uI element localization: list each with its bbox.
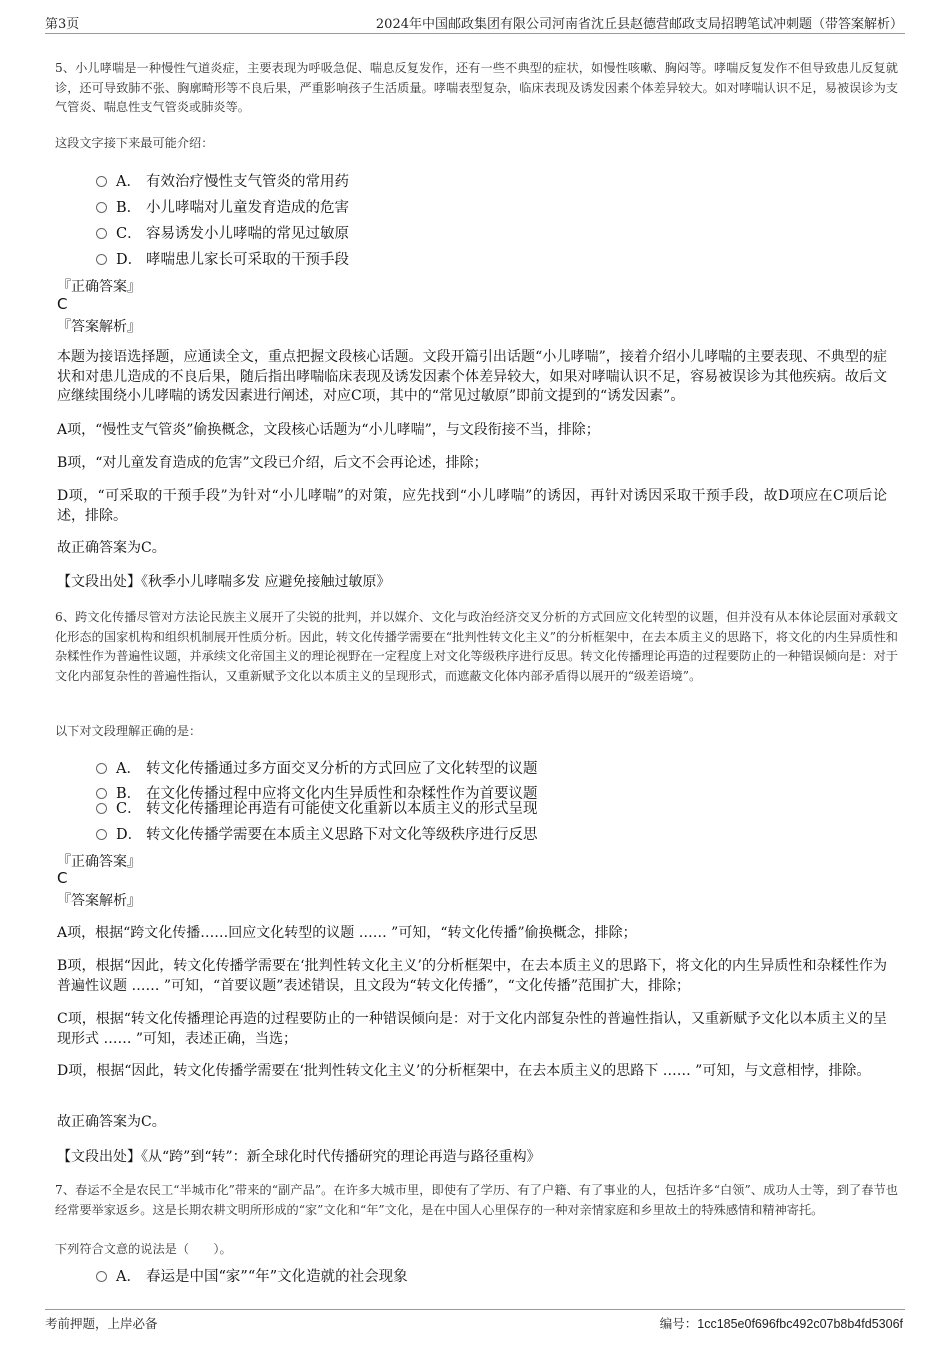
q6-conclusion: 故正确答案为C。 — [57, 1114, 166, 1130]
radio-icon[interactable] — [96, 763, 107, 774]
q5-answer: C — [57, 295, 68, 313]
q6-analysis-para: C项，根据“转文化传播理论再造的过程要防止的一种错误倾向是：对于文化内部复杂性的普遍性指认，又重新赋予文化以本质主义的呈现形式 …… ”可知，表述正确，当选； — [57, 1011, 887, 1047]
q5-analysis-para: 本题为接语选择题，应通读全文，重点把握文段核心话题。文段开篇引出话题“小儿哮喘”，接着介绍小儿哮喘的主要表现、不典型的症状和对患儿造成的不良后果，随后指出哮喘临床表现及诱发因素个体差异较大，如果对哮喘认识不足，容易被误诊为其他疾病。故后文应继续围绕小儿哮喘的诱发因素进行阐述，对应C项，其中的“常见过敏原”即前文提到的“诱发因素”。 — [57, 349, 887, 404]
q5-stem: 5、小儿哮喘是一种慢性气道炎症，主要表现为呼吸急促、喘息反复发作，还有一些不典型的症状，如慢性咳嗽、胸闷等。哮喘反复发作不但导致患儿反复就诊，还可导致肺不张、胸廓畸形等不良后果，严重影响孩子生活质量。哮喘表型复杂，临床表现及诱发因素个体差异较大。如对哮喘认识不足，易被误诊为支气管炎、喘息性支气管炎或肺炎等。 — [55, 61, 898, 114]
q7-stem: 7、春运不全是农民工“半城市化”带来的“副产品”。在许多大城市里，即使有了学历、有了户籍、有了事业的人，包括许多“白领”、成功人士等，到了春节也经常要举家返乡。这是长期农耕文明所形成的“家”文化和“年”文化，是在中国人心里保存的一种对亲情家庭和乡里故土的特殊感情和精神寄托。 — [55, 1183, 898, 1217]
radio-icon[interactable] — [96, 254, 107, 265]
q5-option-c[interactable]: C． 容易诱发小儿哮喘的常见过敏原 — [96, 222, 349, 242]
page-number: 第3页 — [45, 17, 80, 32]
footer-divider — [45, 1309, 905, 1310]
q5-analysis-para: B项，“对儿童发育造成的危害”文段已介绍，后文不会再论述，排除； — [57, 455, 488, 471]
footer-slogan: 考前押题，上岸必备 — [45, 1316, 158, 1331]
q6-analysis-label: 『答案解析』 — [57, 893, 141, 909]
q5-analysis-para: A项，“慢性支气管炎”偷换概念，文段核心话题为“小儿哮喘”，与文段衔接不当，排除； — [57, 422, 600, 438]
header-divider — [45, 33, 905, 34]
q5-prompt: 这段文字接下来最可能介绍： — [55, 136, 214, 150]
q6-option-d[interactable]: D． 转文化传播学需要在本质主义思路下对文化等级秩序进行反思 — [96, 823, 538, 843]
q6-analysis-para: A项，根据“跨文化传播……回应文化转型的议题 …… ”可知，“转文化传播”偷换概念，排除； — [57, 925, 637, 941]
q6-source: 【文段出处】《从“跨”到“转”：新全球化时代传播研究的理论再造与路径重构》 — [57, 1149, 541, 1165]
q7-option-a[interactable]: A． 春运是中国“家”“年”文化造就的社会现象 — [96, 1265, 408, 1285]
footer-code-value: 1cc185e0f696fbc492c07b8b4fd5306f — [697, 1317, 903, 1331]
q5-conclusion: 故正确答案为C。 — [57, 540, 166, 556]
q7-prompt: 下列符合文意的说法是（ ）。 — [55, 1242, 232, 1256]
q5-option-a[interactable]: A． 有效治疗慢性支气管炎的常用药 — [96, 170, 349, 190]
q5-answer-label: 『正确答案』 — [57, 279, 141, 295]
radio-icon[interactable] — [96, 228, 107, 239]
q5-option-d[interactable]: D． 哮喘患儿家长可采取的干预手段 — [96, 248, 349, 268]
radio-icon[interactable] — [96, 829, 107, 840]
q6-option-a[interactable]: A． 转文化传播通过多方面交叉分析的方式回应了文化转型的议题 — [96, 757, 538, 777]
radio-icon[interactable] — [96, 202, 107, 213]
q5-analysis-para: D项，“可采取的干预手段”为针对“小儿哮喘”的对策，应先找到“小儿哮喘”的诱因，再针对诱因采取干预手段，故D项应在C项后论述，排除。 — [57, 488, 887, 524]
radio-icon[interactable] — [96, 176, 107, 187]
q6-analysis-para: D项，根据“因此，转文化传播学需要在‘批判性转文化主义’的分析框架中，在去本质主义的思路下 …… ”可知，与文意相悖，排除。 — [57, 1063, 871, 1079]
radio-icon[interactable] — [96, 803, 107, 814]
q6-stem: 6、跨文化传播尽管对方法论民族主义展开了尖锐的批判，并以媒介、文化与政治经济交叉分析的方式回应文化转型的议题，但并没有从本体论层面对承载文化形态的国家机构和组织机制展开性质分析。因此，转文化传播学需要在“批判性转文化主义”的分析框架中，在去本质主义的思路下，将文化的内生异质性和杂糅性作为普遍性议题，并承续文化帝国主义的理论视野在一定程度上对文化等级秩序进行反思。转文化传播理论再造的过程要防止的一种错误倾向是：对于文化内部复杂性的普遍性指认，又重新赋予文化以本质主义的呈现形式，而遮蔽文化体内部矛盾得以展开的“级差语境”。 — [55, 610, 898, 683]
q6-prompt: 以下对文段理解正确的是： — [55, 724, 202, 738]
q6-option-c[interactable]: C． 转文化传播理论再造有可能使文化重新以本质主义的形式呈现 — [96, 797, 538, 817]
footer-code — [660, 1314, 903, 1332]
footer-code-label: 编号： — [659, 1316, 698, 1331]
radio-icon[interactable] — [96, 1271, 107, 1282]
q6-option-b[interactable]: B． 在文化传播过程中应将文化内生异质性和杂糅性作为首要议题 — [96, 782, 538, 802]
q5-source: 【文段出处】《秋季小儿哮喘多发 应避免接触过敏原》 — [57, 574, 391, 590]
q5-option-b[interactable]: B． 小儿哮喘对儿童发育造成的危害 — [96, 196, 349, 216]
q6-answer-label: 『正确答案』 — [57, 854, 141, 870]
q6-analysis-para: B项，根据“因此，转文化传播学需要在‘批判性转文化主义’的分析框架中，在去本质主义的思路下，将文化的内生异质性和杂糅性作为普遍性议题 …… ”可知，“首要议题”表述错误，且文段为“转文化传播”，“文化传播”范围扩大，排除； — [57, 958, 887, 994]
q6-answer: C — [57, 869, 68, 887]
q5-analysis-label: 『答案解析』 — [57, 319, 141, 335]
document-title: 2024年中国邮政集团有限公司河南省沈丘县赵德营邮政支局招聘笔试冲刺题（带答案解析） — [375, 17, 903, 32]
